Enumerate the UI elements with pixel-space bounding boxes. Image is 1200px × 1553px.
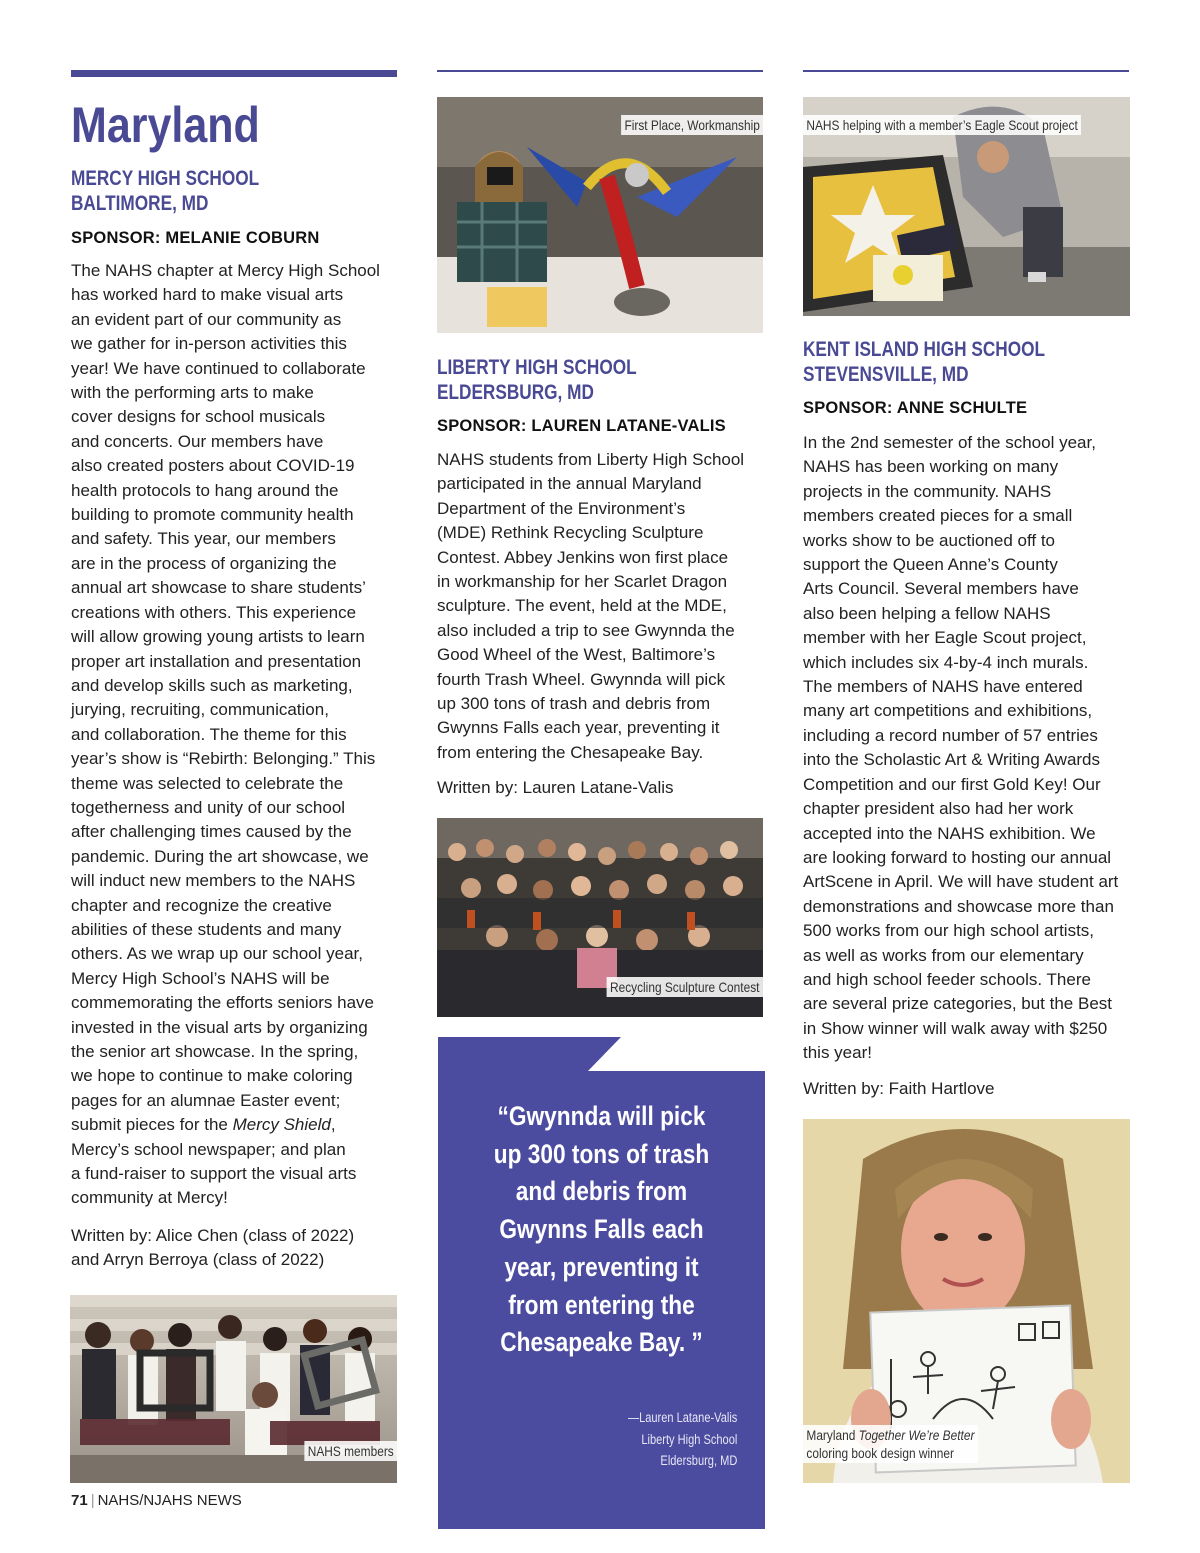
body-line: we hope to continue to make coloring	[71, 1066, 353, 1086]
school-location-line: BALTIMORE, MD	[71, 192, 209, 215]
body-line: and safety. This year, our members	[71, 529, 336, 549]
photo-coloring-book-winner	[803, 1119, 1130, 1483]
body-line: abilities of these students and many	[71, 919, 342, 939]
body-line: jurying, recruiting, communication,	[71, 700, 329, 720]
body-line: an evident part of our community as	[71, 309, 342, 329]
photo-caption: NAHS helping with a member’s Eagle Scout project	[803, 115, 1081, 135]
body-line: works show to be auctioned off to	[803, 530, 1056, 550]
body-line: pages for an alumnae Easter event;	[71, 1090, 341, 1110]
pull-quote-text	[464, 1098, 739, 1362]
caption-text: coloring book design winner	[806, 1445, 954, 1461]
footer-separator: |	[90, 1492, 95, 1509]
body-line: and develop skills such as marketing,	[71, 675, 353, 695]
photo-caption: Recycling Sculpture Contest	[607, 977, 763, 997]
quote-line: and debris from	[515, 1176, 688, 1207]
body-line: which includes six 4-by-4 inch murals.	[803, 652, 1089, 672]
body-line: NAHS students from Liberty High School	[437, 450, 745, 469]
body-line: projects in the community. NAHS	[803, 481, 1052, 501]
byline	[803, 1077, 994, 1101]
body-line: health protocols to hang around the	[71, 480, 339, 500]
body-line: in workmanship for her Scarlet Dragon	[437, 572, 728, 592]
school-location-line: ELDERSBURG, MD	[437, 381, 594, 404]
quote-line: year, preventing it	[504, 1251, 699, 1282]
body-line: (MDE) Rethink Recycling Sculpture	[437, 523, 704, 543]
body-line: accepted into the NAHS exhibition. We	[803, 823, 1096, 843]
body-line: will induct new members to the NAHS	[71, 871, 356, 891]
body-line: pandemic. During the art showcase, we	[71, 846, 369, 866]
byline-line: Written by: Faith Hartlove	[803, 1079, 995, 1098]
photo-caption	[803, 1425, 978, 1463]
quote-attribution-name: —Lauren Latane-Valis	[627, 1410, 737, 1425]
body-line: others. As we wrap up our school year,	[71, 944, 363, 964]
pull-quote-attribution	[628, 1407, 737, 1472]
body-line: has worked hard to make visual arts	[71, 285, 344, 305]
page-number: 71	[71, 1492, 88, 1509]
body-line: are several prize categories, but the Best	[803, 994, 1112, 1014]
body-line: up 300 tons of trash and debris from	[437, 694, 711, 714]
publication-title: Mercy Shield	[232, 1115, 331, 1135]
body-text: ,	[330, 1115, 336, 1135]
quote-attribution-location: Eldersburg, MD	[660, 1453, 737, 1468]
photo-caption: NAHS members	[304, 1441, 397, 1461]
body-line: 500 works from our high school artists,	[803, 921, 1095, 941]
body-line: Department of the Environment’s	[437, 498, 686, 518]
body-line: in Show winner will walk away with $250	[803, 1018, 1108, 1038]
body-line: from entering the Chesapeake Bay.	[437, 742, 704, 762]
quote-line: from entering the	[508, 1289, 695, 1320]
article-body	[71, 259, 401, 1211]
body-line: togetherness and unity of our school	[71, 797, 346, 817]
quote-line: “Gwynnda will pick	[497, 1101, 706, 1131]
body-line: and collaboration. The theme for this	[71, 724, 347, 744]
byline	[437, 776, 674, 800]
byline-line: and Arryn Berroya (class of 2022)	[71, 1250, 325, 1270]
photo-dragon-sculpture	[437, 97, 763, 333]
body-line: Arts Council. Several members have	[803, 579, 1079, 599]
photo-nahs-members	[70, 1295, 397, 1483]
page-footer	[71, 1492, 242, 1509]
column-rule	[803, 70, 1129, 72]
article-body	[437, 448, 767, 765]
body-line: NAHS has been working on many	[803, 457, 1059, 477]
sponsor-label: SPONSOR: ANNE SCHULTE	[803, 399, 1028, 417]
body-line: Gwynns Falls each year, preventing it	[437, 718, 720, 738]
school-location-line: STEVENSVILLE, MD	[803, 363, 969, 386]
sponsor-label: SPONSOR: MELANIE COBURN	[71, 229, 320, 247]
caption-italic-title: Together We’re Better	[858, 1427, 975, 1443]
body-line: year’s show is “Rebirth: Belonging.” This	[71, 749, 376, 769]
photo-recycling-contest	[437, 818, 763, 1017]
body-line: as well as works from our elementary	[803, 945, 1084, 965]
body-line: The members of NAHS have entered	[803, 677, 1083, 697]
body-line: proper art installation and presentation	[71, 651, 362, 671]
body-line: and high school feeder schools. There	[803, 969, 1091, 989]
body-line: with the performing arts to make	[71, 383, 314, 403]
publication-name: NAHS/NJAHS NEWS	[97, 1492, 242, 1509]
body-line: participated in the annual Maryland	[437, 474, 702, 494]
school-name-line: LIBERTY HIGH SCHOOL	[437, 356, 637, 379]
body-line: invested in the visual arts by organizing	[71, 1017, 368, 1037]
body-line: chapter president also had her work	[803, 799, 1074, 819]
quote-line: Gwynns Falls each	[499, 1214, 704, 1245]
column-rule-thick	[71, 70, 397, 77]
body-line: this year!	[803, 1043, 872, 1063]
body-line: Mercy High School’s NAHS will be	[71, 968, 330, 988]
quote-attribution-school: Liberty High School	[640, 1431, 737, 1447]
body-line: creations with others. This experience	[71, 602, 357, 622]
body-line: support the Queen Anne’s County	[803, 555, 1058, 575]
body-line: into the Scholastic Art & Writing Awards	[803, 750, 1101, 770]
school-name-kent-island	[803, 337, 1045, 387]
body-line: Contest. Abbey Jenkins won first place	[437, 547, 729, 567]
photo-caption: First Place, Workmanship	[621, 115, 763, 135]
body-line: Mercy’s school newspaper; and plan	[71, 1139, 346, 1159]
body-line: members created pieces for a small	[803, 506, 1073, 526]
article-body	[803, 431, 1133, 1066]
body-line: The NAHS chapter at Mercy High School	[71, 261, 380, 280]
body-text: submit pieces for the	[71, 1115, 233, 1135]
body-line: also included a trip to see Gwynnda the	[437, 620, 735, 640]
body-line: including a record number of 57 entries	[803, 725, 1098, 745]
body-line: many art competitions and exhibitions,	[803, 701, 1093, 721]
school-name-line: KENT ISLAND HIGH SCHOOL	[803, 338, 1046, 361]
byline	[71, 1224, 354, 1273]
body-line: are in the process of organizing the	[71, 553, 337, 573]
body-line	[71, 1113, 401, 1137]
body-line: the senior art showcase. In the spring,	[71, 1042, 359, 1061]
school-name-liberty	[437, 355, 637, 405]
body-line: theme was selected to celebrate the	[71, 773, 344, 793]
body-line: sculpture. The event, held at the MDE,	[437, 596, 727, 616]
sponsor-label: SPONSOR: LAUREN LATANE-VALIS	[437, 417, 726, 435]
byline-line: Written by: Alice Chen (class of 2022)	[71, 1226, 355, 1245]
body-line: also been helping a fellow NAHS	[803, 603, 1051, 623]
quote-line: up 300 tons of trash	[493, 1138, 710, 1169]
body-line: demonstrations and showcase more than	[803, 896, 1114, 916]
body-line: also created posters about COVID-19	[71, 456, 355, 476]
body-line: will allow growing young artists to learn	[71, 627, 365, 647]
school-name-line: MERCY HIGH SCHOOL	[71, 167, 260, 190]
body-line: and concerts. Our members have	[71, 431, 324, 451]
body-line: Good Wheel of the West, Baltimore’s	[437, 645, 716, 665]
body-line: cover designs for school musicals	[71, 407, 326, 427]
body-line: year! We have continued to collaborate	[71, 358, 366, 378]
body-line: community at Mercy!	[71, 1188, 228, 1208]
body-line: member with her Eagle Scout project,	[803, 628, 1087, 648]
body-line: commemorating the efforts seniors have	[71, 993, 374, 1013]
column-rule	[437, 70, 763, 72]
school-name-mercy	[71, 166, 259, 216]
body-line: after challenging times caused by the	[71, 822, 352, 842]
photo-eagle-scout	[803, 97, 1130, 316]
caption-text: Maryland	[806, 1427, 859, 1443]
body-line: building to promote community health	[71, 505, 354, 525]
body-line: fourth Trash Wheel. Gwynnda will pick	[437, 669, 726, 689]
body-line: chapter and recognize the creative	[71, 895, 332, 915]
body-line: a fund-raiser to support the visual arts	[71, 1164, 357, 1184]
state-title: Maryland	[71, 97, 260, 153]
quote-line: Chesapeake Bay. ”	[500, 1327, 703, 1358]
body-line: In the 2nd semester of the school year,	[803, 433, 1096, 452]
body-line: ArtScene in April. We will have student art	[803, 872, 1119, 892]
body-line: are looking forward to hosting our annual	[803, 847, 1112, 867]
body-line: Competition and our first Gold Key! Our	[803, 774, 1101, 794]
body-line: we gather for in-person activities this	[71, 334, 347, 354]
byline-line: Written by: Lauren Latane-Valis	[437, 778, 674, 797]
body-line: annual art showcase to share students’	[71, 578, 366, 598]
